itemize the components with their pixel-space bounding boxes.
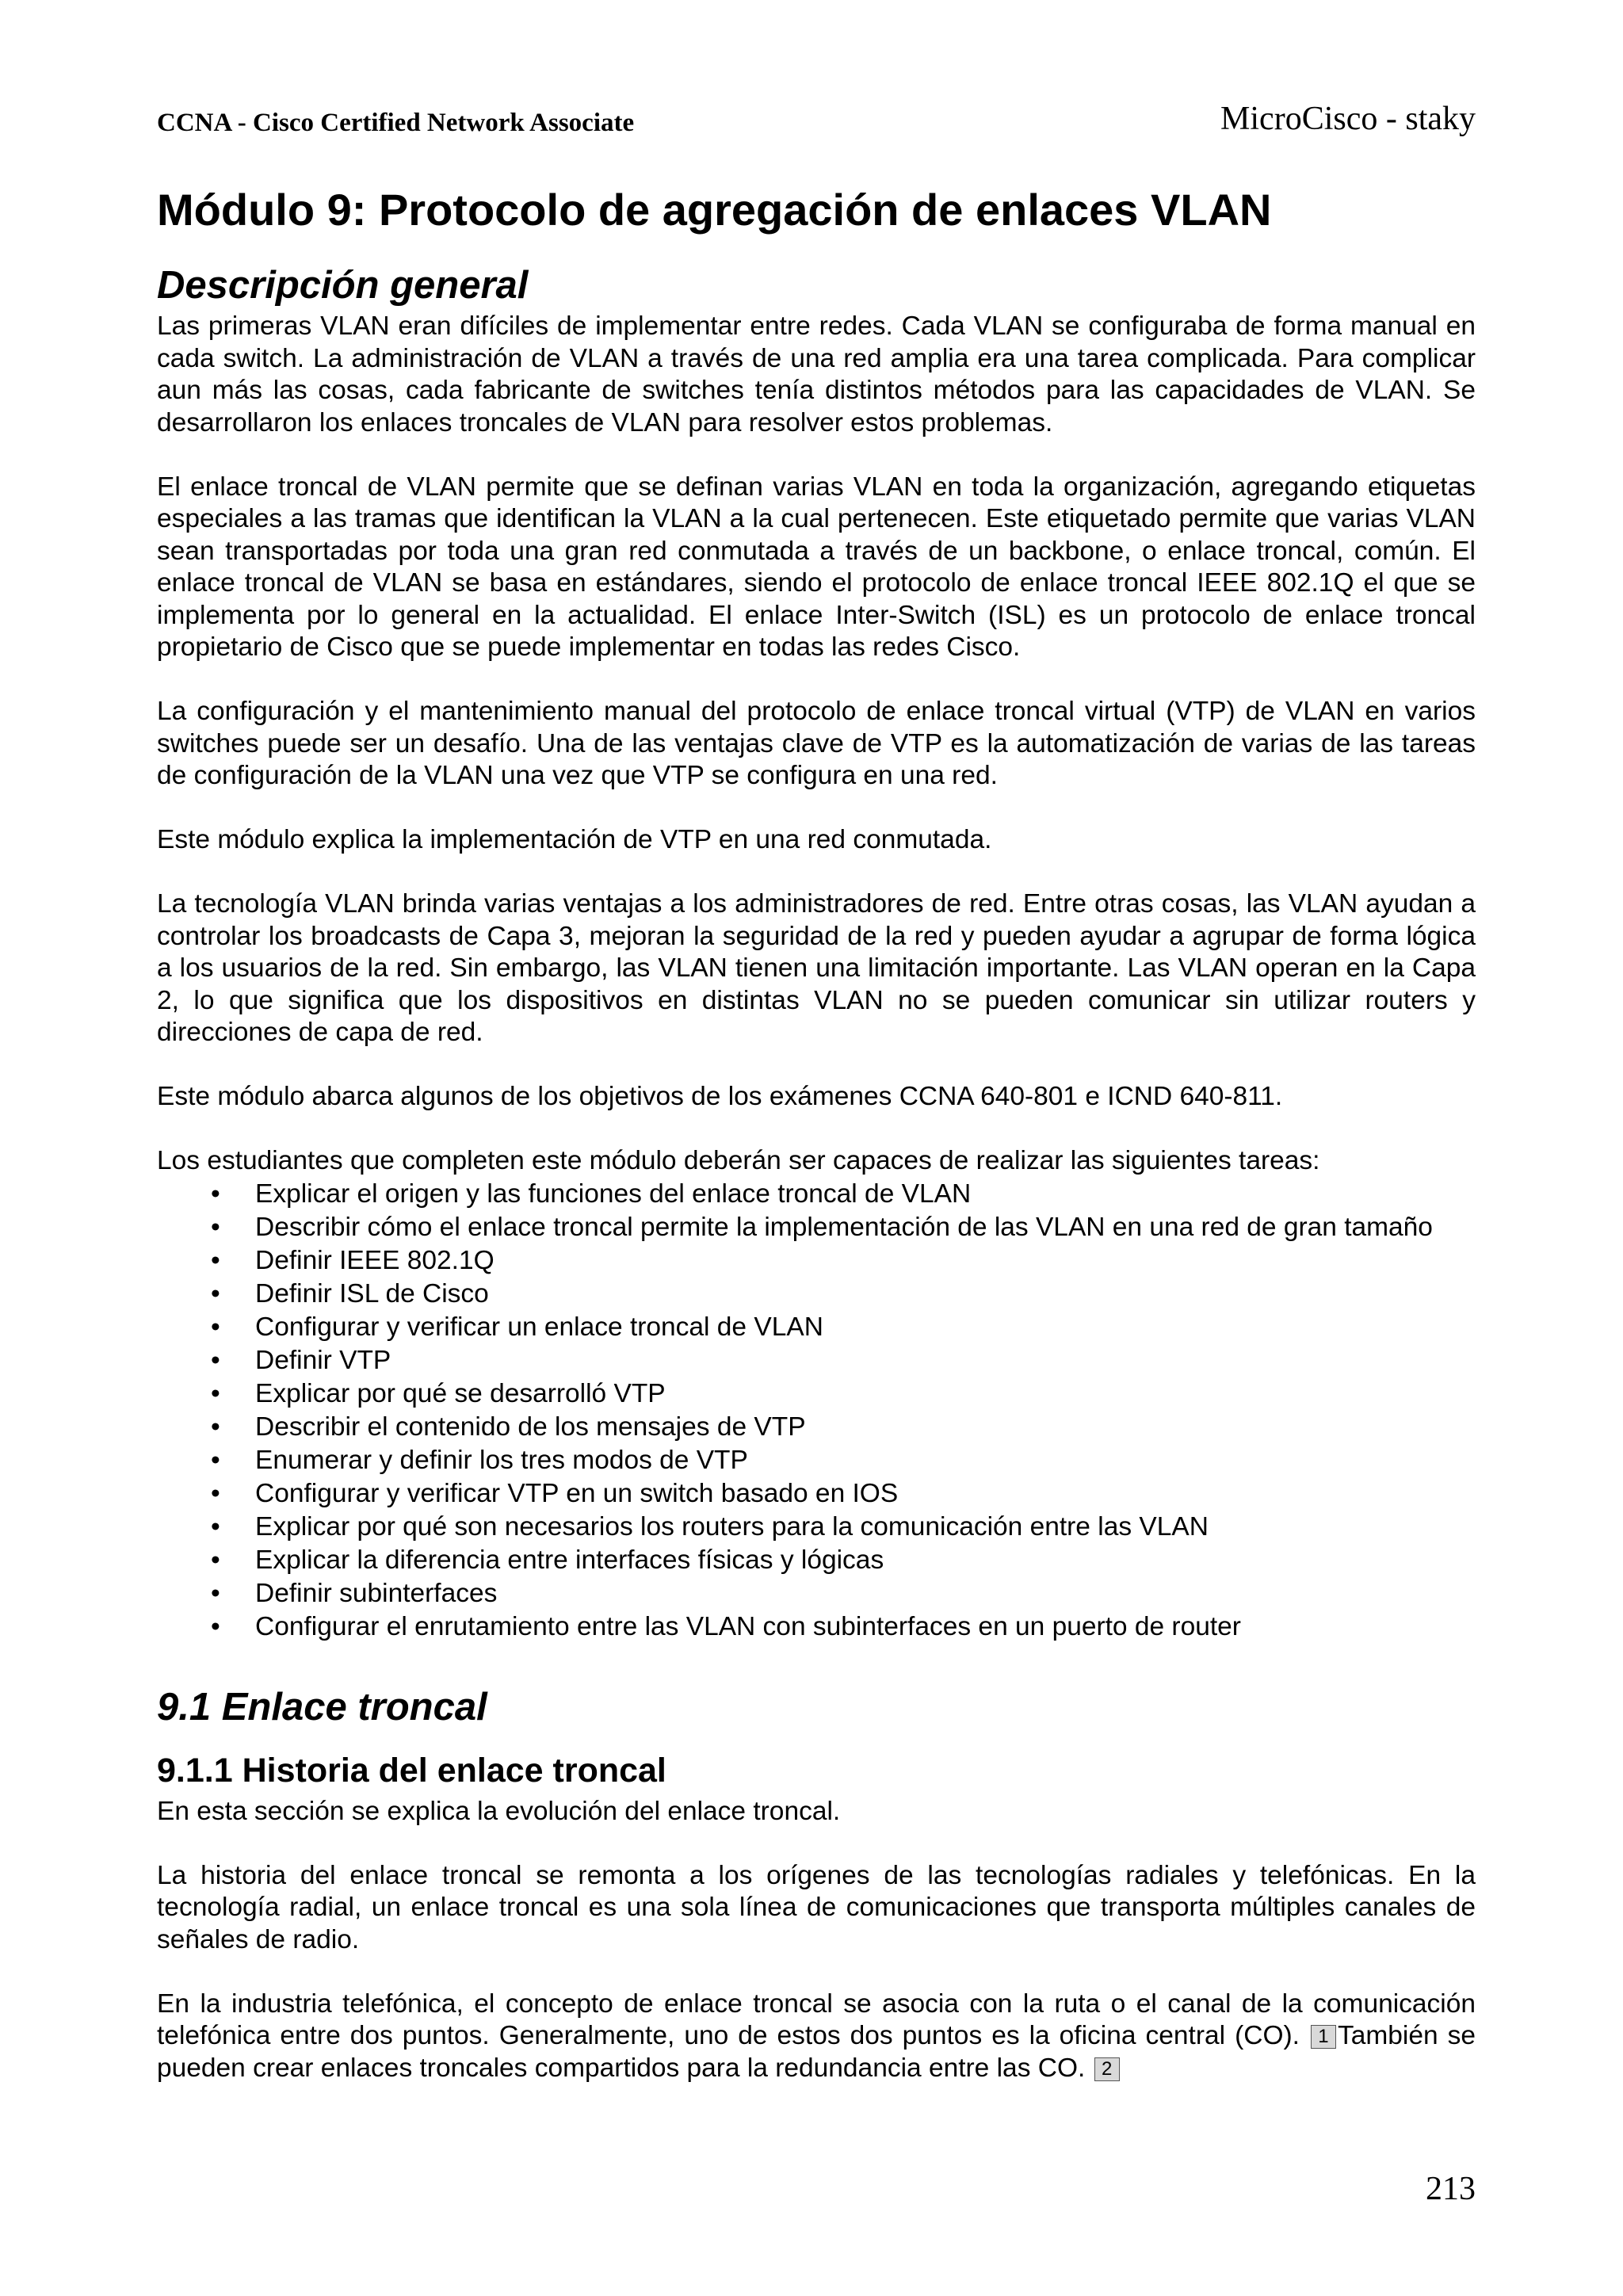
objective-item: • Enumerar y definir los tres modos de VTP <box>157 1444 1476 1477</box>
overview-paragraph: La configuración y el mantenimiento manual del protocolo de enlace troncal virtual (VTP) de VLAN en varios switches puede ser un desafío. Una de las ventajas clave de VTP es la automatización de varias de las tareas de configuración de la VLAN una vez que VTP se configura en una red. <box>157 697 1476 790</box>
objective-item: • Explicar el origen y las funciones del enlace troncal de VLAN <box>157 1178 1476 1211</box>
overview-paragraph: La tecnología VLAN brinda varias ventajas a los administradores de red. Entre otras cosas, las VLAN ayudan a controlar los broadcasts de Capa 3, mejoran la seguridad de la red y pueden ayudar a agrupar de forma lógica a los usuarios de la red. Sin embargo, las VLAN tienen una limitación importante. Las VLAN operan en la Capa 2, lo que significa que los dispositivos en distintas VLAN no se pueden comunicar sin utilizar routers y direcciones de capa de red. <box>157 889 1476 1047</box>
objective-item: • Definir ISL de Cisco <box>157 1278 1476 1311</box>
page-number: 213 <box>1426 2171 1476 2207</box>
objective-item: • Explicar por qué son necesarios los routers para la comunicación entre las VLAN <box>157 1511 1476 1544</box>
overview-heading: Descripción general <box>157 264 529 307</box>
section-intro: En esta sección se explica la evolución del enlace troncal. <box>157 1796 841 1826</box>
objective-item: • Definir VTP <box>157 1344 1476 1377</box>
objectives-intro: Los estudiantes que completen este módulo deberán ser capaces de realizar las siguientes tareas: <box>157 1146 1320 1175</box>
objective-item: • Explicar por qué se desarrolló VTP <box>157 1377 1476 1411</box>
overview-paragraph: Este módulo abarca algunos de los objetivos de los exámenes CCNA 640-801 e ICND 640-811. <box>157 1082 1283 1111</box>
page-header <box>157 94 1476 138</box>
paragraph-text: En la industria telefónica, el concepto de enlace troncal se asocia con la ruta o el canal de la comunicación telefónica entre dos puntos. Generalmente, uno de estos dos puntos es la oficina central (CO). <box>157 1988 1476 2050</box>
section-heading: 9.1 Enlace troncal <box>157 1685 487 1729</box>
objective-item: • Describir cómo el enlace troncal permite la implementación de las VLAN en una red de gran tamaño <box>157 1211 1476 1244</box>
overview-paragraph: Las primeras VLAN eran difíciles de implementar entre redes. Cada VLAN se configuraba de forma manual en cada switch. La administración de VLAN a través de una red amplia era una tarea complicada. Para complicar aun más las cosas, cada fabricante de switches tenía distintos métodos para las capacidades de VLAN. Se desarrollaron los enlaces troncales de VLAN para resolver estos problemas. <box>157 311 1476 437</box>
overview-paragraph: El enlace troncal de VLAN permite que se definan varias VLAN en toda la organización, agregando etiquetas especiales a las tramas que identifican la VLAN a la cual pertenecen. Este etiquetado permite que varias VLAN sean transportadas por toda una gran red conmutada a través de un backbone, o enlace troncal, común. El enlace troncal de VLAN se basa en estándares, siendo el protocolo de enlace troncal IEEE 802.1Q el que se implementa por lo general en la actualidad. El enlace Inter-Switch (ISL) es un protocolo de enlace troncal propietario de Cisco que se puede implementar en todas las redes Cisco. <box>157 472 1476 662</box>
header-publisher: MicroCisco - staky <box>1220 101 1476 137</box>
objectives-list <box>157 1178 1476 1644</box>
objective-item: • Explicar la diferencia entre interfaces físicas y lógicas <box>157 1544 1476 1577</box>
subsection-heading: 9.1.1 Historia del enlace troncal <box>157 1751 666 1790</box>
figure-reference-2[interactable]: 2 <box>1094 2057 1120 2081</box>
objective-item: • Describir el contenido de los mensajes de VTP <box>157 1411 1476 1444</box>
header-course-title: CCNA - Cisco Certified Network Associate <box>157 109 635 137</box>
objective-item: • Configurar y verificar VTP en un switch basado en IOS <box>157 1477 1476 1511</box>
objective-item: • Configurar el enrutamiento entre las VLAN con subinterfaces en un puerto de router <box>157 1610 1476 1644</box>
module-title: Módulo 9: Protocolo de agregación de enlaces VLAN <box>157 185 1272 235</box>
page-content <box>157 184 1476 2117</box>
overview-paragraph: Este módulo explica la implementación de VTP en una red conmutada. <box>157 825 992 854</box>
objective-item: • Definir subinterfaces <box>157 1577 1476 1610</box>
section-paragraph: La historia del enlace troncal se remonta a los orígenes de las tecnologías radiales y telefónicas. En la tecnología radial, un enlace troncal es una sola línea de comunicaciones que transporta múltiples canales de señales de radio. <box>157 1860 1476 1954</box>
objective-item: • Configurar y verificar un enlace troncal de VLAN <box>157 1311 1476 1344</box>
objective-item: • Definir IEEE 802.1Q <box>157 1244 1476 1278</box>
section-paragraph-refs <box>157 1988 1476 2085</box>
figure-reference-1[interactable]: 1 <box>1311 2025 1336 2049</box>
paragraph-text: También se pueden crear enlaces troncales compartidos para la redundancia entre las CO. <box>157 2021 1476 2083</box>
